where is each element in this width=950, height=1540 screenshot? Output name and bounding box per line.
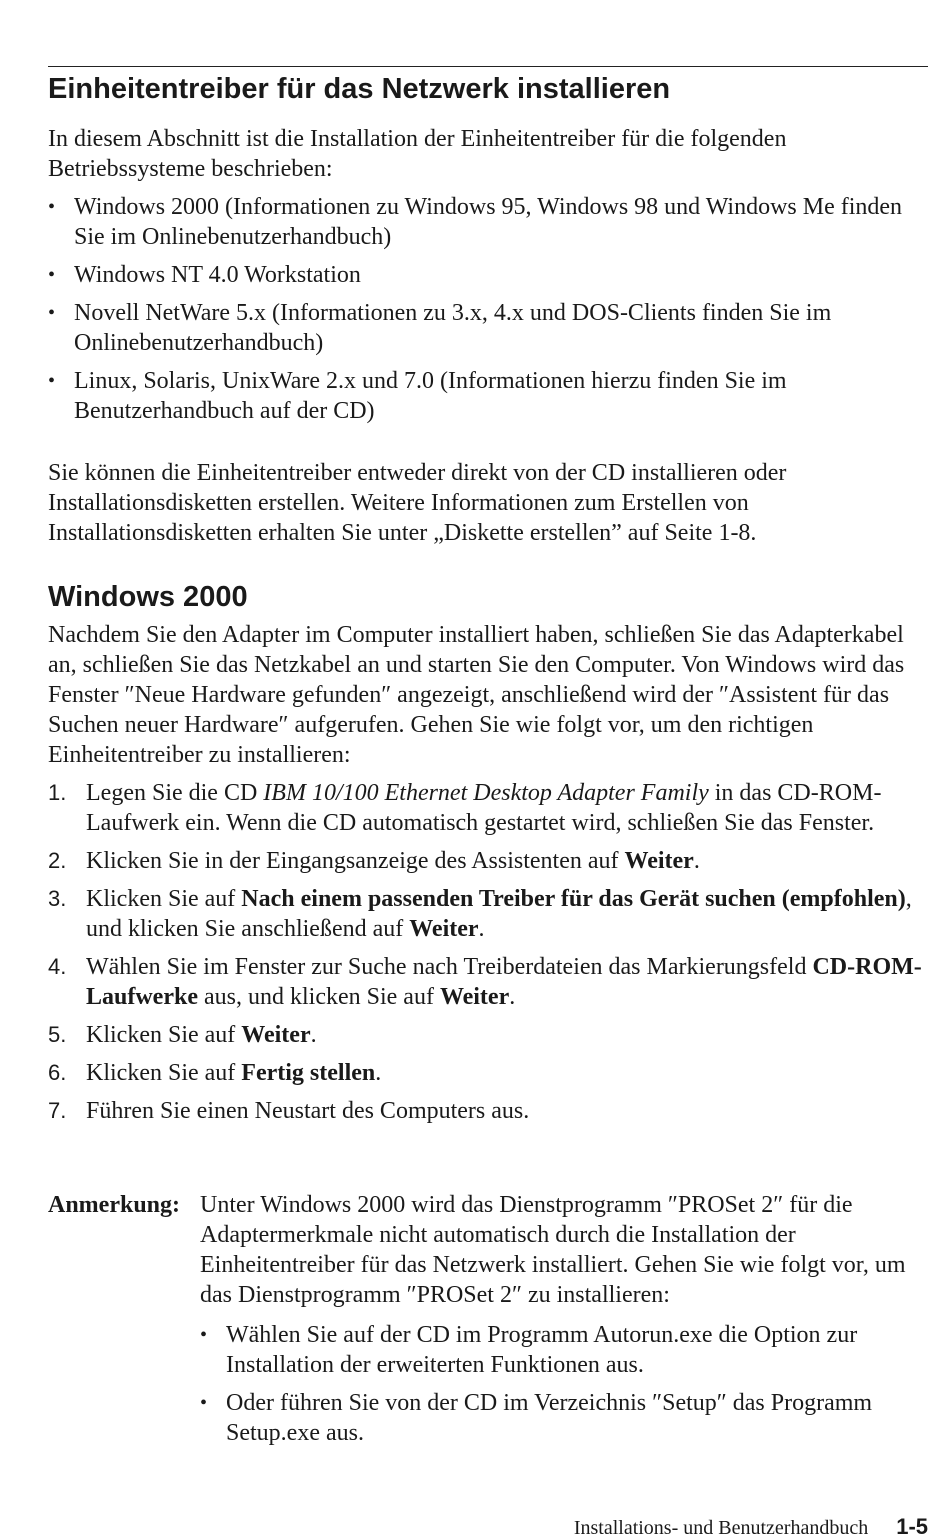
step-emphasis: Weiter (439, 984, 510, 1010)
install-paragraph: Sie können die Einheitentreiber entweder direkt von der CD installieren oder Installationsdisketten erstellen. Weitere Informationen zum Erstellen von Installationsdisketten erhalten Sie unter „Diskette erstellen” auf Seite 1-8. (48, 460, 787, 546)
note-block (48, 1190, 928, 1456)
step-item (48, 1020, 928, 1050)
list-item: • Wählen Sie auf der CD im Programm Autorun.exe die Option zur Installation der erweiterten Funktionen aus. (200, 1320, 928, 1380)
step-item (48, 778, 928, 838)
section-title: Windows 2000 (48, 581, 248, 613)
cd-title: IBM 10/100 Ethernet Desktop Adapter Family (263, 780, 709, 806)
step-text: . (375, 1060, 382, 1086)
intro-paragraph: In diesem Abschnitt ist die Installation der Einheitentreiber für die folgenden Betriebssysteme beschrieben: (48, 126, 787, 182)
step-text: Klicken Sie auf (86, 1022, 242, 1048)
step-number: 1. (48, 780, 67, 805)
list-item: • Windows 2000 (Informationen zu Windows 95, Windows 98 und Windows Me finden Sie im Onlinebenutzerhandbuch) (48, 192, 928, 252)
list-item: • Windows NT 4.0 Workstation (48, 260, 928, 290)
step-text: , und klicken Sie anschließend auf (86, 886, 912, 942)
page-heading: Einheitentreiber für das Netzwerk installieren (48, 73, 671, 105)
page-number: 1-5 (896, 1514, 928, 1539)
install-block (48, 458, 928, 548)
step-text: aus, und klicken Sie auf (197, 984, 440, 1010)
step-text: Wählen Sie im Fenster zur Suche nach Treiberdateien das Markierungsfeld (86, 954, 813, 980)
step-text: Legen Sie die CD (86, 780, 264, 806)
note-text: Unter Windows 2000 wird das Dienstprogramm ″PROSet 2″ für die Adaptermerkmale nicht automatisch durch die Installation der Einheitentreiber für das Netzwerk installiert. Gehen Sie wie folgt vor, um das Dienstprogramm ″PROSet 2″ zu installieren: (200, 1192, 906, 1308)
page-footer (574, 1515, 928, 1540)
note-label: Anmerkung: (48, 1192, 181, 1218)
list-item: • Novell NetWare 5.x (Informationen zu 3.x, 4.x und DOS-Clients finden Sie im Onlinebenutzerhandbuch) (48, 298, 928, 358)
windows-section (48, 620, 928, 1134)
footer-book-title: Installations- und Benutzerhandbuch (573, 1517, 869, 1539)
steps-list (48, 778, 928, 1126)
step-number: 4. (48, 954, 67, 979)
step-emphasis: Weiter (241, 1022, 311, 1048)
step-number: 3. (48, 886, 67, 911)
step-item (48, 952, 928, 1012)
note-body (200, 1190, 928, 1448)
step-text: in das CD-ROM-Laufwerk ein. Wenn die CD automatisch gestartet wird, schließen Sie das Fenster. (86, 780, 882, 836)
step-emphasis: Weiter (409, 916, 479, 942)
step-item (48, 846, 928, 876)
step-item (48, 1096, 928, 1126)
step-text: . (310, 1022, 317, 1048)
note-bullets (200, 1320, 928, 1448)
step-text: Klicken Sie in der Eingangsanzeige des Assistenten auf (86, 848, 625, 874)
section-intro: Nachdem Sie den Adapter im Computer installiert haben, schließen Sie das Adapterkabel an, schließen Sie das Netzkabel an und starten Sie den Computer. Von Windows wird das Fenster ″Neue Hardware gefunden″ angezeigt, anschließend wird der ″Assistent für das Suchen neuer Hardware″ aufgerufen. Gehen Sie wie folgt vor, um den richtigen Einheitentreiber zu installieren: (48, 622, 905, 768)
header-rule (48, 66, 928, 67)
step-emphasis: Nach einem passenden Treiber für das Gerät suchen (empfohlen) (241, 886, 906, 912)
step-text: . (693, 848, 700, 874)
step-number: 2. (48, 848, 67, 873)
step-number: 7. (48, 1098, 67, 1123)
step-emphasis: Weiter (624, 848, 694, 874)
step-emphasis: CD-ROM-Laufwerke (86, 954, 922, 1010)
list-item: • Linux, Solaris, UnixWare 2.x und 7.0 (Informationen hierzu finden Sie im Benutzerhandbuch auf der CD) (48, 366, 928, 426)
step-text: . (509, 984, 516, 1010)
os-list (48, 192, 928, 426)
intro-block (48, 124, 928, 434)
step-emphasis: Fertig stellen (241, 1060, 376, 1086)
step-text: Klicken Sie auf (86, 1060, 242, 1086)
list-item: • Oder führen Sie von der CD im Verzeichnis ″Setup″ das Programm Setup.exe aus. (200, 1388, 928, 1448)
step-item (48, 1058, 928, 1088)
step-text: Führen Sie einen Neustart des Computers aus. (86, 1098, 530, 1124)
step-number: 6. (48, 1060, 67, 1085)
step-number: 5. (48, 1022, 67, 1047)
step-text: Klicken Sie auf (86, 886, 242, 912)
step-item (48, 884, 928, 944)
step-text: . (478, 916, 485, 942)
